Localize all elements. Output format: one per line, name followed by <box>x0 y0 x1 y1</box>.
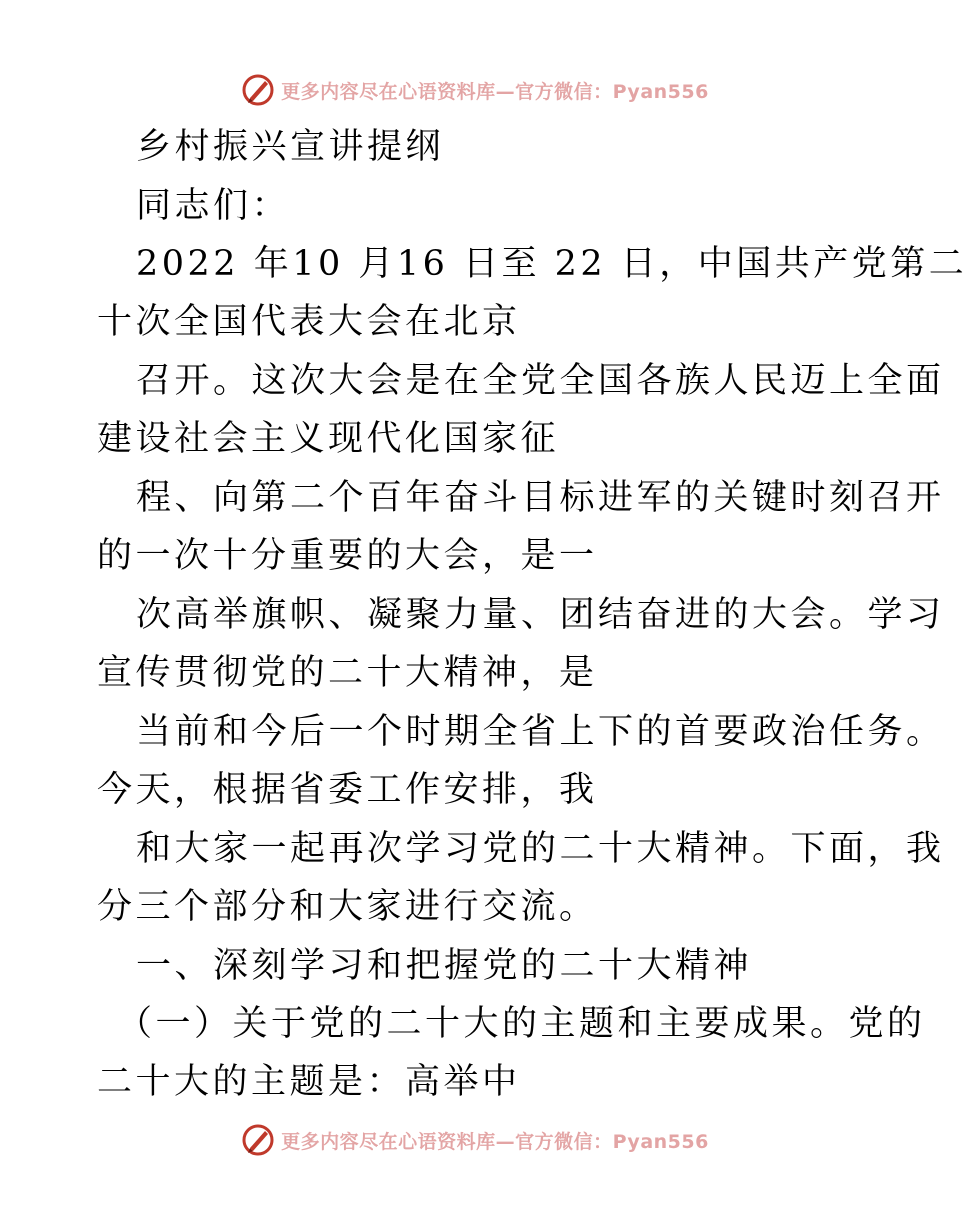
paragraph-line: 程、向第二个百年奋斗目标进军的关键时刻召开 <box>136 478 945 518</box>
subsection-line: （一）关于党的二十大的主题和主要成果。党的 <box>117 1004 926 1044</box>
document-title: 乡村振兴宣讲提纲 <box>136 127 445 167</box>
paragraph-line: 召开。这次大会是在全党全国各族人民迈上全面 <box>136 361 945 401</box>
paragraph-line: 十次全国代表大会在北京 <box>97 302 521 342</box>
paragraph-line: 当前和今后一个时期全省上下的首要政治任务。 <box>136 712 945 752</box>
paragraph-line: 和大家一起再次学习党的二十大精神。下面，我 <box>136 829 945 869</box>
footer-watermark <box>0 1120 950 1160</box>
section-heading: 一、深刻学习和把握党的二十大精神 <box>136 946 753 986</box>
salutation: 同志们： <box>136 186 291 226</box>
paragraph-line: 建设社会主义现代化国家征 <box>97 419 560 459</box>
paragraph-line: 二十大的主题是：高举中 <box>97 1062 521 1102</box>
paragraph-line: 分三个部分和大家进行交流。 <box>97 887 598 927</box>
paragraph-line: 2022 年10 月16 日至 22 日，中国共产党第二 <box>136 244 967 284</box>
paragraph-line: 今天，根据省委工作安排，我 <box>97 770 598 810</box>
watermark-text: 更多内容尽在心语资料库—官方微信：Pyan556 <box>281 80 709 103</box>
watermark-text: 更多内容尽在心语资料库—官方微信：Pyan556 <box>281 1130 709 1153</box>
paragraph-line: 宣传贯彻党的二十大精神，是 <box>97 653 598 693</box>
quill-pen-logo-icon <box>241 1123 275 1157</box>
paragraph-line: 的一次十分重要的大会，是一 <box>97 536 598 576</box>
paragraph-line: 次高举旗帜、凝聚力量、团结奋进的大会。学习 <box>136 595 945 635</box>
